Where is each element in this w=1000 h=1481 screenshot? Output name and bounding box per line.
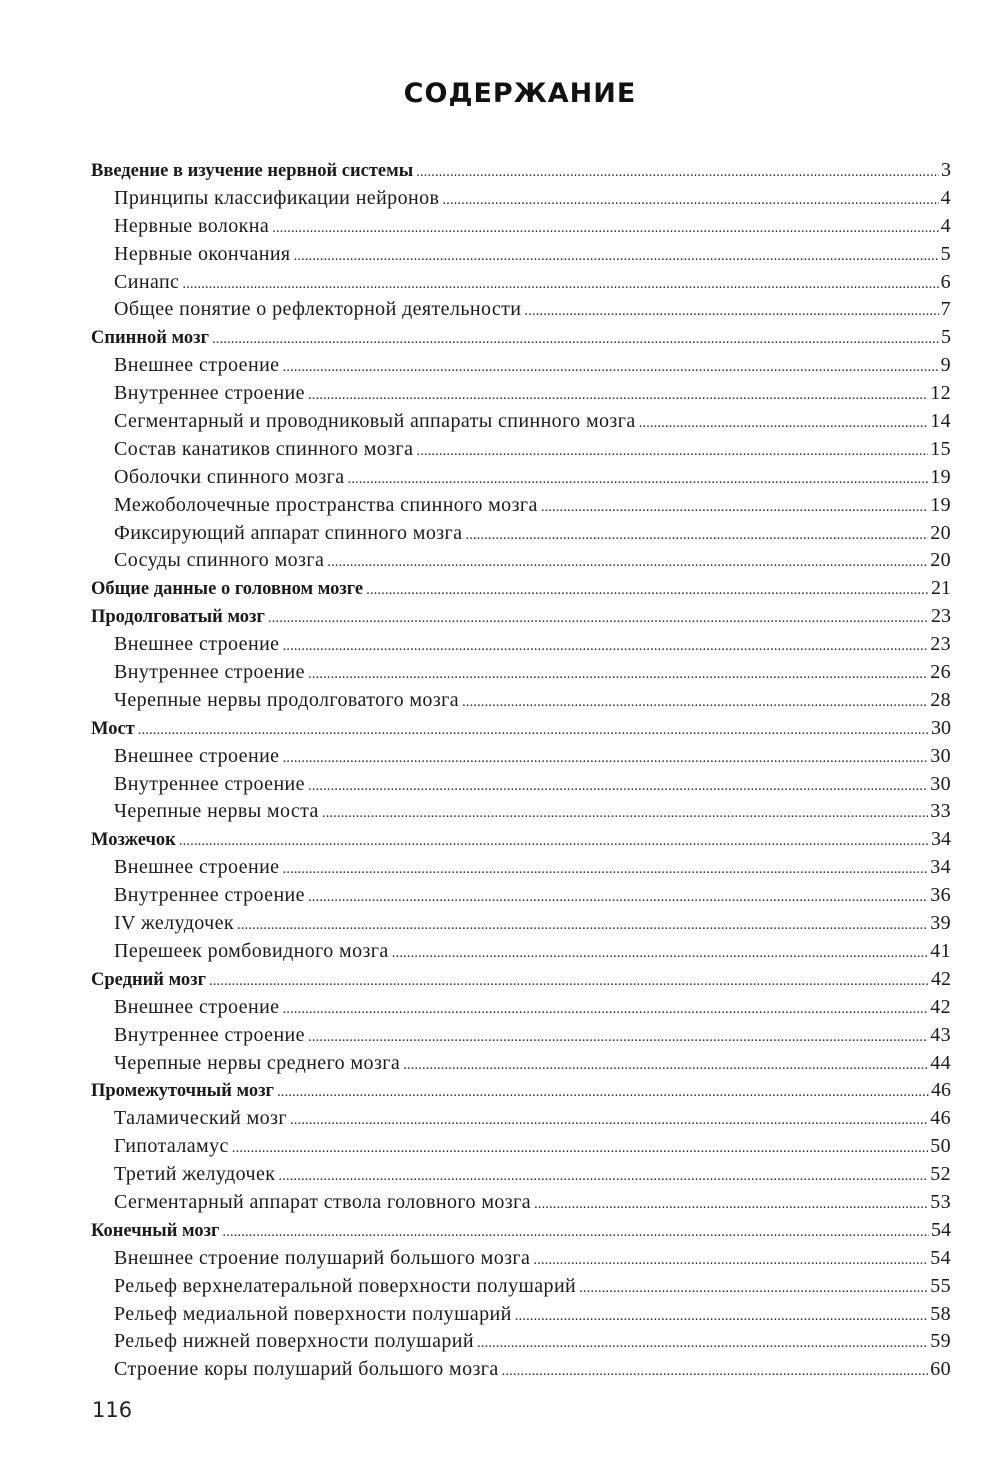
toc-entry-title: Внутреннее строение: [114, 1023, 305, 1046]
toc-entry-page: 19: [930, 493, 951, 516]
dot-leader: [308, 773, 928, 801]
dot-leader: [179, 828, 929, 856]
toc-entry-title: Нервные окончания: [114, 242, 291, 265]
toc-entry-page: 34: [930, 856, 951, 879]
toc-entry-title: Третий желудочек: [114, 1163, 276, 1186]
toc-subsection-entry: [0, 269, 1000, 297]
dot-leader: [308, 382, 928, 410]
toc-entry-title: Синапс: [114, 270, 180, 293]
toc-entry-title: Введение в изучение нервной системы: [91, 161, 414, 181]
dot-leader: [403, 1052, 928, 1080]
toc-entry-title: Продолговатый мозг: [91, 607, 265, 628]
toc-subsection-entry: [0, 547, 1000, 575]
toc-section-entry: [0, 575, 1000, 603]
table-of-contents: [0, 157, 1000, 1384]
dot-leader: [579, 1275, 928, 1303]
toc-subsection-entry: [0, 1189, 1000, 1217]
dot-leader: [308, 884, 928, 912]
toc-entry-page: 4: [940, 214, 951, 237]
dot-leader: [327, 549, 928, 577]
toc-entry-title: Строение коры полушарий большого мозга: [114, 1358, 499, 1381]
dot-leader: [138, 717, 929, 745]
toc-subsection-entry: [0, 882, 1000, 910]
toc-entry-title: Рельеф медиальной поверхности полушарий: [114, 1302, 512, 1325]
dot-leader: [308, 661, 928, 689]
toc-entry-page: 20: [930, 521, 951, 544]
toc-entry-title: Рельеф нижней поверхности полушарий: [114, 1330, 474, 1353]
toc-entry-page: 20: [930, 549, 951, 572]
toc-entry-title: Нервные волокна: [114, 214, 270, 237]
dot-leader: [277, 1079, 929, 1107]
dot-leader: [237, 912, 928, 940]
toc-subsection-entry: [0, 520, 1000, 548]
toc-subsection-entry: [0, 1301, 1000, 1329]
toc-entry-title: Спинной мозг: [91, 328, 209, 349]
toc-subsection-entry: [0, 854, 1000, 882]
toc-entry-page: 30: [930, 744, 951, 767]
dot-leader: [290, 1107, 928, 1135]
toc-entry-page: 50: [930, 1135, 951, 1158]
toc-subsection-entry: [0, 1245, 1000, 1273]
toc-entry-title: Рельеф верхнелатеральной поверхности полушарий: [114, 1274, 577, 1297]
toc-subsection-entry: [0, 1050, 1000, 1078]
toc-subsection-entry: [0, 1105, 1000, 1133]
toc-entry-page: 15: [930, 437, 951, 460]
toc-entry-page: 59: [930, 1330, 951, 1353]
dot-leader: [282, 633, 928, 661]
toc-entry-page: 55: [930, 1274, 951, 1297]
toc-entry-page: 23: [930, 633, 951, 656]
toc-entry-title: Внешнее строение полушарий большого мозга: [114, 1246, 531, 1269]
toc-entry-title: Внешнее строение: [114, 856, 280, 879]
toc-section-entry: [0, 826, 1000, 854]
toc-entry-page: 41: [930, 939, 951, 962]
dot-leader: [524, 298, 938, 326]
dot-leader: [477, 1330, 928, 1358]
toc-entry-title: Состав канатиков спинного мозга: [114, 437, 414, 460]
toc-entry-page: 60: [930, 1358, 951, 1381]
toc-entry-title: Общие данные о головном мозге: [91, 579, 364, 600]
toc-entry-page: 34: [931, 828, 951, 851]
toc-entry-title: IV желудочек: [114, 912, 235, 935]
toc-entry-page: 7: [940, 298, 951, 321]
toc-entry-title: Черепные нервы среднего мозга: [114, 1051, 401, 1074]
toc-entry-title: Внутреннее строение: [114, 382, 305, 405]
toc-entry-title: Фиксирующий аппарат спинного мозга: [114, 521, 463, 544]
toc-entry-page: 5: [941, 326, 951, 349]
dot-leader: [416, 159, 939, 187]
dot-leader: [366, 577, 929, 605]
toc-entry-title: Гипоталамус: [114, 1135, 229, 1158]
toc-entry-page: 39: [930, 912, 951, 935]
toc-subsection-entry: [0, 436, 1000, 464]
toc-entry-title: Мозжечок: [91, 830, 176, 851]
toc-entry-title: Черепные нервы моста: [114, 800, 319, 823]
toc-entry-page: 42: [931, 967, 951, 990]
toc-entry-page: 52: [930, 1163, 951, 1186]
toc-entry-title: Внутреннее строение: [114, 884, 305, 907]
toc-subsection-entry: [0, 1022, 1000, 1050]
dot-leader: [639, 410, 929, 438]
toc-section-entry: [0, 966, 1000, 994]
toc-subsection-entry: [0, 938, 1000, 966]
toc-entry-title: Таламический мозг: [114, 1107, 287, 1130]
toc-subsection-entry: [0, 492, 1000, 520]
toc-entry-page: 19: [930, 465, 951, 488]
dot-leader: [502, 1358, 929, 1386]
toc-entry-page: 58: [930, 1302, 951, 1325]
toc-section-entry: [0, 603, 1000, 631]
toc-entry-title: Межоболочечные пространства спинного мозга: [114, 493, 538, 516]
toc-subsection-entry: [0, 1161, 1000, 1189]
toc-entry-page: 28: [930, 688, 951, 711]
toc-subsection-entry: [0, 1356, 1000, 1384]
dot-leader: [465, 522, 928, 550]
toc-entry-page: 42: [930, 995, 951, 1018]
toc-entry-page: 21: [931, 577, 951, 600]
toc-subsection-entry: [0, 994, 1000, 1022]
dot-leader: [416, 438, 928, 466]
dot-leader: [541, 494, 928, 522]
toc-section-entry: [0, 324, 1000, 352]
toc-subsection-entry: [0, 185, 1000, 213]
page-title: СОДЕРЖАНИЕ: [403, 78, 637, 109]
toc-entry-page: 44: [930, 1051, 951, 1074]
dot-leader: [308, 1024, 928, 1052]
toc-entry-title: Оболочки спинного мозга: [114, 465, 345, 488]
toc-subsection-entry: [0, 798, 1000, 826]
toc-subsection-entry: [0, 1328, 1000, 1356]
toc-section-entry: [0, 1217, 1000, 1245]
dot-leader: [282, 354, 938, 382]
toc-subsection-entry: [0, 771, 1000, 799]
toc-entry-page: 36: [930, 884, 951, 907]
toc-entry-page: 30: [931, 716, 951, 739]
toc-entry-title: Черепные нервы продолговатого мозга: [114, 688, 460, 711]
toc-entry-page: 46: [930, 1107, 951, 1130]
toc-entry-page: 23: [931, 605, 951, 628]
toc-section-entry: [0, 157, 1000, 185]
toc-entry-page: 9: [940, 354, 951, 377]
toc-entry-title: Внутреннее строение: [114, 772, 305, 795]
dot-leader: [534, 1191, 928, 1219]
dot-leader: [442, 187, 938, 215]
toc-entry-page: 4: [940, 186, 951, 209]
dot-leader: [515, 1303, 928, 1331]
toc-entry-title: Сегментарный аппарат ствола головного мозга: [114, 1190, 531, 1213]
toc-subsection-entry: [0, 213, 1000, 241]
toc-entry-page: 30: [930, 772, 951, 795]
page-number: 116: [92, 1398, 133, 1422]
toc-entry-title: Принципы классификации нейронов: [114, 186, 440, 209]
dot-leader: [268, 605, 929, 633]
toc-subsection-entry: [0, 352, 1000, 380]
toc-subsection-entry: [0, 296, 1000, 324]
toc-entry-title: Средний мозг: [91, 969, 207, 990]
toc-entry-title: Сосуды спинного мозга: [114, 549, 325, 572]
toc-entry-title: Промежуточный мозг: [91, 1081, 274, 1102]
toc-section-entry: [0, 1077, 1000, 1105]
toc-subsection-entry: [0, 380, 1000, 408]
toc-entry-page: 33: [930, 800, 951, 823]
toc-entry-title: Внутреннее строение: [114, 661, 305, 684]
toc-entry-title: Перешеек ромбовидного мозга: [114, 939, 389, 962]
toc-entry-page: 54: [930, 1246, 951, 1269]
toc-subsection-entry: [0, 1273, 1000, 1301]
dot-leader: [222, 1219, 929, 1247]
toc-entry-title: Сегментарный и проводниковый аппараты спинного мозга: [114, 410, 636, 433]
dot-leader: [282, 996, 928, 1024]
toc-entry-page: 14: [930, 410, 951, 433]
toc-entry-page: 12: [930, 382, 951, 405]
dot-leader: [272, 215, 938, 243]
toc-entry-page: 54: [931, 1218, 951, 1241]
toc-subsection-entry: [0, 659, 1000, 687]
dot-leader: [212, 326, 939, 354]
toc-subsection-entry: [0, 408, 1000, 436]
dot-leader: [282, 745, 928, 773]
toc-entry-title: Мост: [91, 718, 135, 739]
toc-entry-title: Внешнее строение: [114, 995, 280, 1018]
toc-entry-page: 5: [940, 242, 951, 265]
toc-entry-page: 46: [931, 1079, 951, 1102]
dot-leader: [278, 1163, 928, 1191]
toc-entry-title: Общее понятие о рефлекторной деятельности: [114, 298, 522, 321]
toc-entry-title: Внешнее строение: [114, 744, 280, 767]
toc-subsection-entry: [0, 910, 1000, 938]
toc-subsection-entry: [0, 1133, 1000, 1161]
toc-subsection-entry: [0, 241, 1000, 269]
dot-leader: [282, 856, 928, 884]
dot-leader: [294, 243, 939, 271]
dot-leader: [462, 689, 928, 717]
toc-subsection-entry: [0, 687, 1000, 715]
toc-entry-title: Конечный мозг: [91, 1220, 220, 1241]
toc-entry-page: 43: [930, 1023, 951, 1046]
toc-entry-page: 6: [940, 270, 951, 293]
dot-leader: [348, 466, 929, 494]
dot-leader: [533, 1247, 928, 1275]
toc-section-entry: [0, 715, 1000, 743]
toc-subsection-entry: [0, 631, 1000, 659]
dot-leader: [232, 1135, 928, 1163]
toc-entry-title: Внешнее строение: [114, 633, 280, 656]
toc-subsection-entry: [0, 743, 1000, 771]
dot-leader: [392, 940, 929, 968]
dot-leader: [182, 271, 938, 299]
toc-entry-page: 53: [930, 1190, 951, 1213]
dot-leader: [209, 968, 929, 996]
toc-entry-page: 3: [941, 159, 951, 181]
toc-subsection-entry: [0, 464, 1000, 492]
toc-entry-title: Внешнее строение: [114, 354, 280, 377]
dot-leader: [322, 800, 928, 828]
toc-entry-page: 26: [930, 661, 951, 684]
